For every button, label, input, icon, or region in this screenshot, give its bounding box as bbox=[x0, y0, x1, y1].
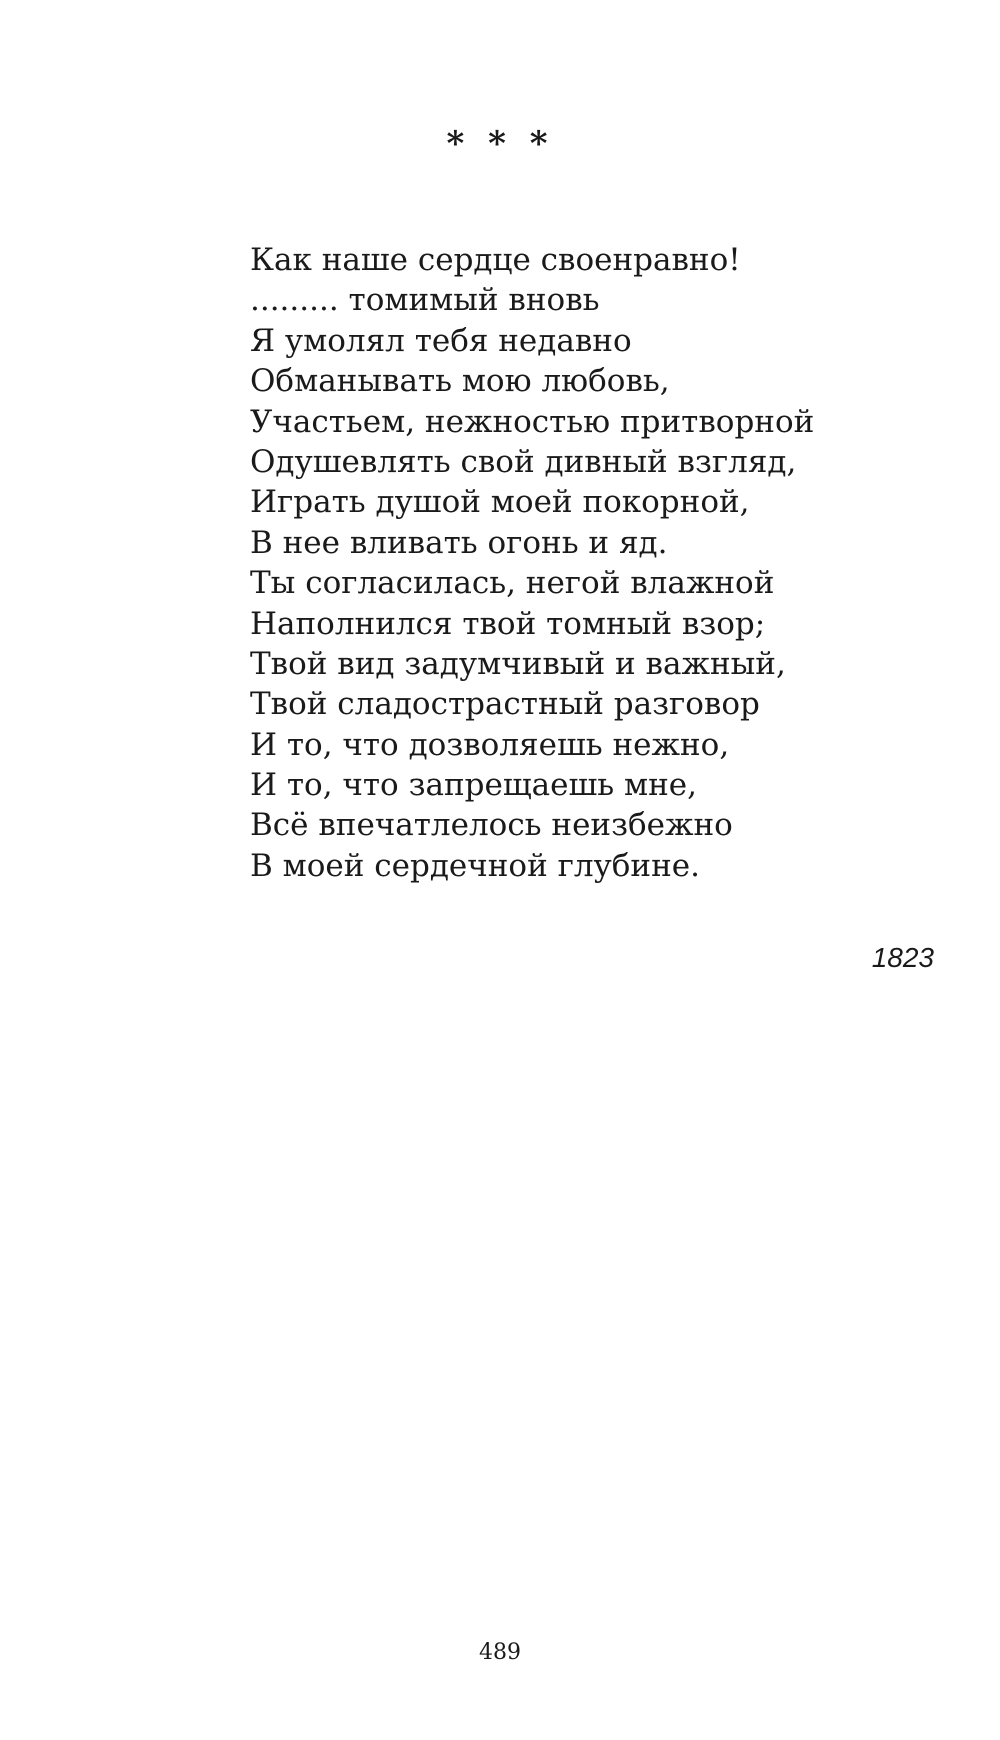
poem-line: В нее вливать огонь и яд. bbox=[250, 524, 668, 561]
poem-line: Всё впечатлелось неизбежно bbox=[250, 807, 733, 844]
section-asterisks: * * * bbox=[446, 124, 554, 164]
poem-line: ......... томимый вновь bbox=[250, 282, 600, 319]
poem-line: Участьем, нежностью притворной bbox=[250, 403, 815, 440]
poem-line: Играть душой моей покорной, bbox=[250, 484, 750, 521]
poem-line: Ты согласилась, негой влажной bbox=[250, 565, 775, 602]
poem-line: Одушевлять свой дивный взгляд, bbox=[250, 443, 797, 480]
poem-line: Наполнился твой томный взор; bbox=[250, 605, 766, 642]
poem-line: И то, что дозволяешь нежно, bbox=[250, 726, 730, 763]
poem-line: Я умолял тебя недавно bbox=[250, 322, 632, 359]
poem-date: 1823 bbox=[871, 942, 934, 973]
poem-line: Твой сладострастный разговор bbox=[250, 686, 760, 723]
poem-line: И то, что запрещаешь мне, bbox=[250, 767, 697, 804]
page-number: 489 bbox=[479, 1640, 521, 1665]
poem-line: Как наше сердце своенравно! bbox=[250, 242, 741, 278]
poem-line: Твой вид задумчивый и важный, bbox=[250, 645, 786, 682]
poem-body bbox=[250, 240, 930, 886]
poem-line: В моей сердечной глубине. bbox=[250, 847, 700, 884]
poem-line: Обманывать мою любовь, bbox=[250, 363, 670, 400]
